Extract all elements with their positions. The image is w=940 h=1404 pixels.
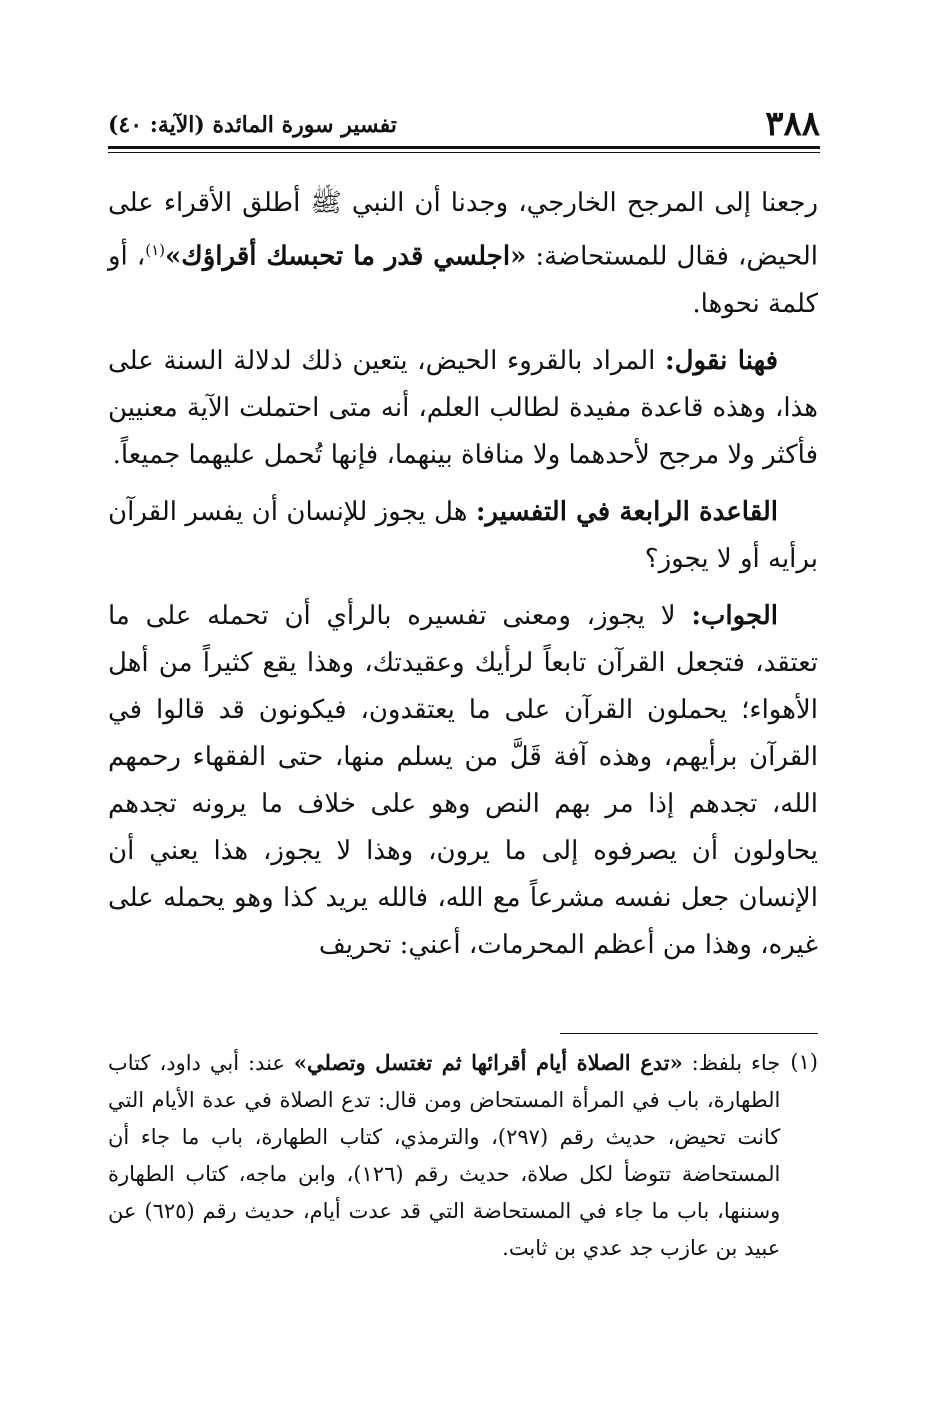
- header-rule: [108, 146, 820, 153]
- paragraph: [108, 338, 818, 479]
- paragraph-text: هل يجوز للإنسان أن يفسر القرآن برأيه أو لا يجوز؟: [108, 496, 818, 574]
- paragraph-text: رجعنا إلى المرجح الخارجي، وجدنا أن النبي ﷺ أطلق الأقراء على الحيض، فقال للمستحاضة:: [108, 188, 818, 272]
- footnote-quote: «تدع الصلاة أيام أقرائها ثم تغتسل وتصلي»: [293, 1050, 683, 1075]
- footnote-marker: (١): [790, 1050, 818, 1074]
- paragraph-lead: فهنا نقول:: [665, 345, 778, 376]
- paragraph: [108, 180, 818, 328]
- footnote-rule: [560, 1033, 818, 1034]
- page-header: [108, 100, 820, 146]
- footnotes: [108, 1044, 818, 1267]
- footnote: [108, 1044, 818, 1267]
- footnote-text: [108, 1044, 780, 1267]
- paragraph: [108, 593, 818, 969]
- page-number: ٣٨٨: [765, 104, 820, 144]
- paragraph-text: ، أو كلمة نحوها.: [108, 241, 818, 319]
- footnote-text-part: جاء بلفظ:: [682, 1051, 781, 1075]
- paragraph: [108, 489, 818, 583]
- paragraph-text: المراد بالقروء الحيض، يتعين ذلك لدلالة السنة على هذا، وهذه قاعدة مفيدة لطالب العلم، أنه متى احتملت الآية معنيين فأكثر ولا مرجح لأحدهما ولا منافاة بينهما، فإنها تُحمل عليهما جميعاً.: [108, 345, 818, 470]
- paragraph-lead: القاعدة الرابعة في التفسير:: [475, 496, 778, 527]
- footnote-ref[interactable]: (١): [145, 241, 166, 259]
- paragraph-lead: الجواب:: [691, 600, 778, 631]
- running-title: تفسير سورة المائدة (الآية: ٤٠): [108, 112, 397, 138]
- paragraph-text: لا يجوز، ومعنى تفسيره بالرأي أن تحمله على ما تعتقد، فتجعل القرآن تابعاً لرأيك وعقيدتك، وهذا يقع كثيراً من أهل الأهواء؛ يحملون القرآن على ما يعتقدون، فيكونون قد قالوا في القرآن برأيهم، وهذه آفة قَلَّ من يسلم منها، حتى الفقهاء رحمهم الله، تجدهم إذا مر بهم النص وهو على خلاف ما يرونه تجدهم يحاولون أن يصرفوه إلى ما يرون، وهذا لا يجوز، هذا يعني أن الإنسان جعل نفسه مشرعاً مع الله، فالله يريد كذا وهو يحمله على غيره، وهذا من أعظم المحرمات، أعني: تحريف: [108, 600, 818, 960]
- body-text: [108, 180, 818, 979]
- footnote-text-part: عند: أبي داود، كتاب الطهارة، باب في المرأة المستحاض ومن قال: تدع الصلاة في عدة الأيام التي كانت تحيض، حديث رقم (٢٩٧)، والترمذي، كتاب الطهارة، باب ما جاء أن المستحاضة تتوضأ لكل صلاة، حديث رقم (١٢٦)، وابن ماجه، كتاب الطهارة وسننها، باب ما جاء في المستحاضة التي قد عدت أيام، حديث رقم (٦٢٥) عن عبيد بن عازب جد عدي بن ثابت.: [108, 1051, 781, 1260]
- hadith-quote: «اجلسي قدر ما تحبسك أقراؤك»: [165, 241, 527, 272]
